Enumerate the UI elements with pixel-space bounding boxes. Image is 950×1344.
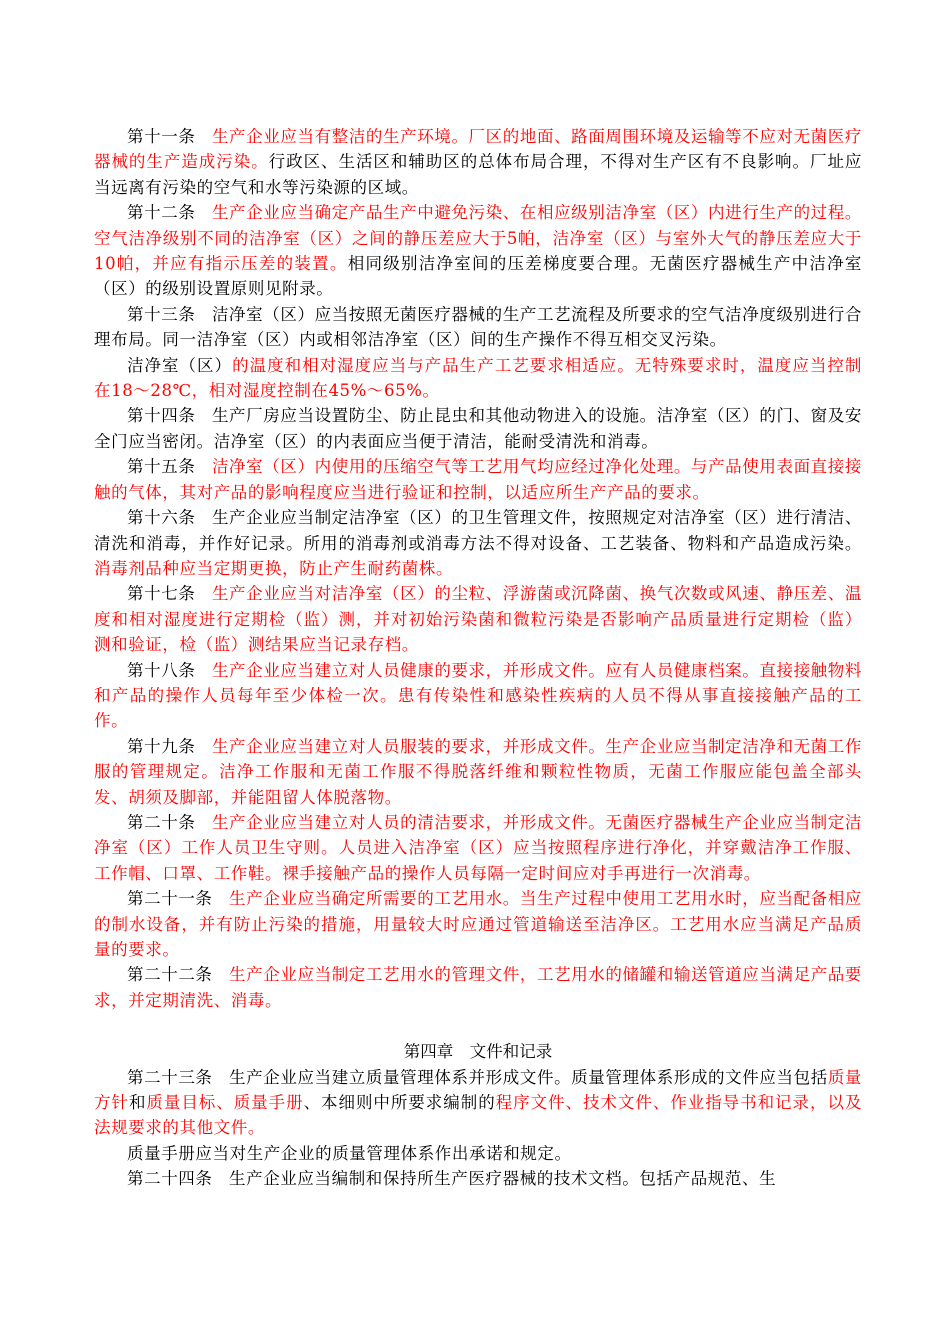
document-page bbox=[94, 124, 862, 1192]
article-21 bbox=[94, 886, 862, 962]
article-number: 第二十条 bbox=[127, 812, 196, 832]
highlighted-text: 程序文件、技术文件、作业指导书和记录，以及法规要求的其他文件。 bbox=[94, 1093, 863, 1138]
highlighted-text: 洁净室（区）内使用的压缩空气等工艺用气均应经过净化处理。与产品使用表面直接接触的气体，其对产品的影响程度应当进行验证和控制，以适应所生产产品的要求。 bbox=[94, 457, 862, 502]
body-text: 和 bbox=[128, 1093, 147, 1113]
article-number: 第十一条 bbox=[127, 127, 196, 146]
chapter-number: 第四章 bbox=[403, 1042, 454, 1062]
article-13 bbox=[94, 302, 862, 353]
highlighted-text: 生产企业应当确定产品生产中避免污染、在相应级别洁净室（区）内进行生产的过程。空气洁净级别不同的洁净室（区）之间的静压差应大于5帕，洁净室（区）与室外大气的静压差应大于10帕，并应有指示压差的装置。 bbox=[94, 203, 862, 274]
highlighted-text: 消毒剂品种应当定期更换，防止产生耐药菌株。 bbox=[94, 558, 454, 578]
article-number: 第十九条 bbox=[127, 736, 196, 756]
article-24 bbox=[94, 1166, 862, 1191]
article-12 bbox=[94, 200, 862, 302]
chapter-heading bbox=[94, 1039, 862, 1064]
article-11 bbox=[94, 124, 862, 200]
article-23 bbox=[94, 1065, 862, 1141]
highlighted-text: 生产企业应当确定所需要的工艺用水。当生产过程中使用工艺用水时，应当配备相应的制水设备，并有防止污染的措施，用量较大时应通过管道输送至洁净区。工艺用水应当满足产品质量的要求。 bbox=[94, 889, 863, 959]
article-20 bbox=[94, 810, 862, 886]
article-13-paragraph-2 bbox=[94, 353, 862, 404]
article-number: 第二十二条 bbox=[127, 965, 213, 985]
article-number: 第二十三条 bbox=[127, 1067, 213, 1087]
article-number: 第十二条 bbox=[127, 203, 196, 223]
article-number: 第十三条 bbox=[127, 304, 196, 324]
article-23-paragraph-2 bbox=[94, 1141, 862, 1166]
highlighted-text: 的温度和相对湿度应当与产品生产工艺要求相适应。无特殊要求时，温度应当控制在18～28℃，相对湿度控制在45%～65%。 bbox=[94, 355, 862, 401]
highlighted-text: 生产企业应当建立对人员服装的要求，并形成文件。生产企业应当制定洁净和无菌工作服的管理规定。洁净工作服和无菌工作服不得脱落纤维和颗粒性物质，无菌工作服应能包盖全部头发、胡须及脚部，并能阻留人体脱落物。 bbox=[94, 736, 862, 807]
highlighted-text: 生产企业应当有整洁的生产环境。厂区的地面、路面周围环境及运输等不应对无菌医疗器械的生产造成污染。 bbox=[94, 127, 862, 172]
article-22 bbox=[94, 962, 862, 1013]
article-number: 第十四条 bbox=[127, 406, 196, 426]
body-text: 生产企业应当制定洁净室（区）的卫生管理文件，按照规定对洁净室（区）进行清洁、清洗和消毒，并作好记录。所用的消毒剂或消毒方法不得对设备、工艺装备、物料和产品造成污染。 bbox=[94, 508, 862, 553]
highlighted-text: 生产企业应当对洁净室（区）的尘粒、浮游菌或沉降菌、换气次数或风速、静压差、温度和相对湿度进行定期检（监）测，并对初始污染菌和微粒污染是否影响产品质量进行定期检（监）测和验证，检（监）测结果应当记录存档。 bbox=[94, 584, 862, 655]
article-15 bbox=[94, 454, 862, 505]
body-text: 洁净室（区） bbox=[127, 355, 233, 375]
highlighted-text: 生产企业应当建立对人员健康的要求，并形成文件。应有人员健康档案。直接接触物料和产品的操作人员每年至少体检一次。患有传染性和感染性疾病的人员不得从事直接接触产品的工作。 bbox=[94, 660, 862, 731]
article-number: 第二十四条 bbox=[127, 1169, 213, 1189]
body-text: 相同级别洁净室间的压差梯度要合理。无菌医疗器械生产中洁净室（区）的级别设置原则见附录。 bbox=[94, 254, 862, 299]
article-14 bbox=[94, 403, 862, 454]
highlighted-text: 生产企业应当制定工艺用水的管理文件，工艺用水的储罐和输送管道应当满足产品要求，并定期清洗、消毒。 bbox=[94, 965, 863, 1010]
article-number: 第十五条 bbox=[127, 457, 196, 477]
chapter-title: 文件和记录 bbox=[469, 1042, 553, 1062]
article-number: 第十八条 bbox=[127, 660, 196, 680]
highlighted-text: 质量目标、质量手册 bbox=[146, 1093, 304, 1113]
body-text: 质量手册应当对生产企业的质量管理体系作出承诺和规定。 bbox=[127, 1143, 572, 1163]
body-text: 生产企业应当建立质量管理体系并形成文件。质量管理体系形成的文件应当包括 bbox=[229, 1067, 828, 1087]
article-18 bbox=[94, 658, 862, 734]
article-number: 第十七条 bbox=[127, 584, 196, 604]
article-number: 第十六条 bbox=[127, 508, 196, 528]
article-number: 第二十一条 bbox=[127, 889, 213, 909]
body-text: 生产厂房应当设置防尘、防止昆虫和其他动物进入的设施。洁净室（区）的门、窗及安全门应当密闭。洁净室（区）的内表面应当便于清洁，能耐受清洗和消毒。 bbox=[94, 406, 862, 451]
body-text: 洁净室（区）应当按照无菌医疗器械的生产工艺流程及所要求的空气洁净度级别进行合理布局。同一洁净室（区）内或相邻洁净室（区）间的生产操作不得互相交叉污染。 bbox=[94, 304, 862, 350]
body-text: 行政区、生活区和辅助区的总体布局合理，不得对生产区有不良影响。厂址应当远离有污染的空气和水等污染源的区域。 bbox=[94, 152, 863, 197]
article-17 bbox=[94, 581, 862, 657]
body-text: 生产企业应当编制和保持所生产医疗器械的技术文档。包括产品规范、生 bbox=[229, 1169, 777, 1189]
highlighted-text: 生产企业应当建立对人员的清洁要求，并形成文件。无菌医疗器械生产企业应当制定洁净室（区）工作人员卫生守则。人员进入洁净室（区）应当按照程序进行净化，并穿戴洁净工作服、工作帽、口罩、工作鞋。裸手接触产品的操作人员每隔一定时间应对手再进行一次消毒。 bbox=[94, 812, 862, 883]
body-text: 、本细则中所要求编制的 bbox=[303, 1093, 496, 1113]
article-19 bbox=[94, 734, 862, 810]
article-16 bbox=[94, 505, 862, 581]
highlighted-text: 质量方针 bbox=[94, 1067, 863, 1113]
